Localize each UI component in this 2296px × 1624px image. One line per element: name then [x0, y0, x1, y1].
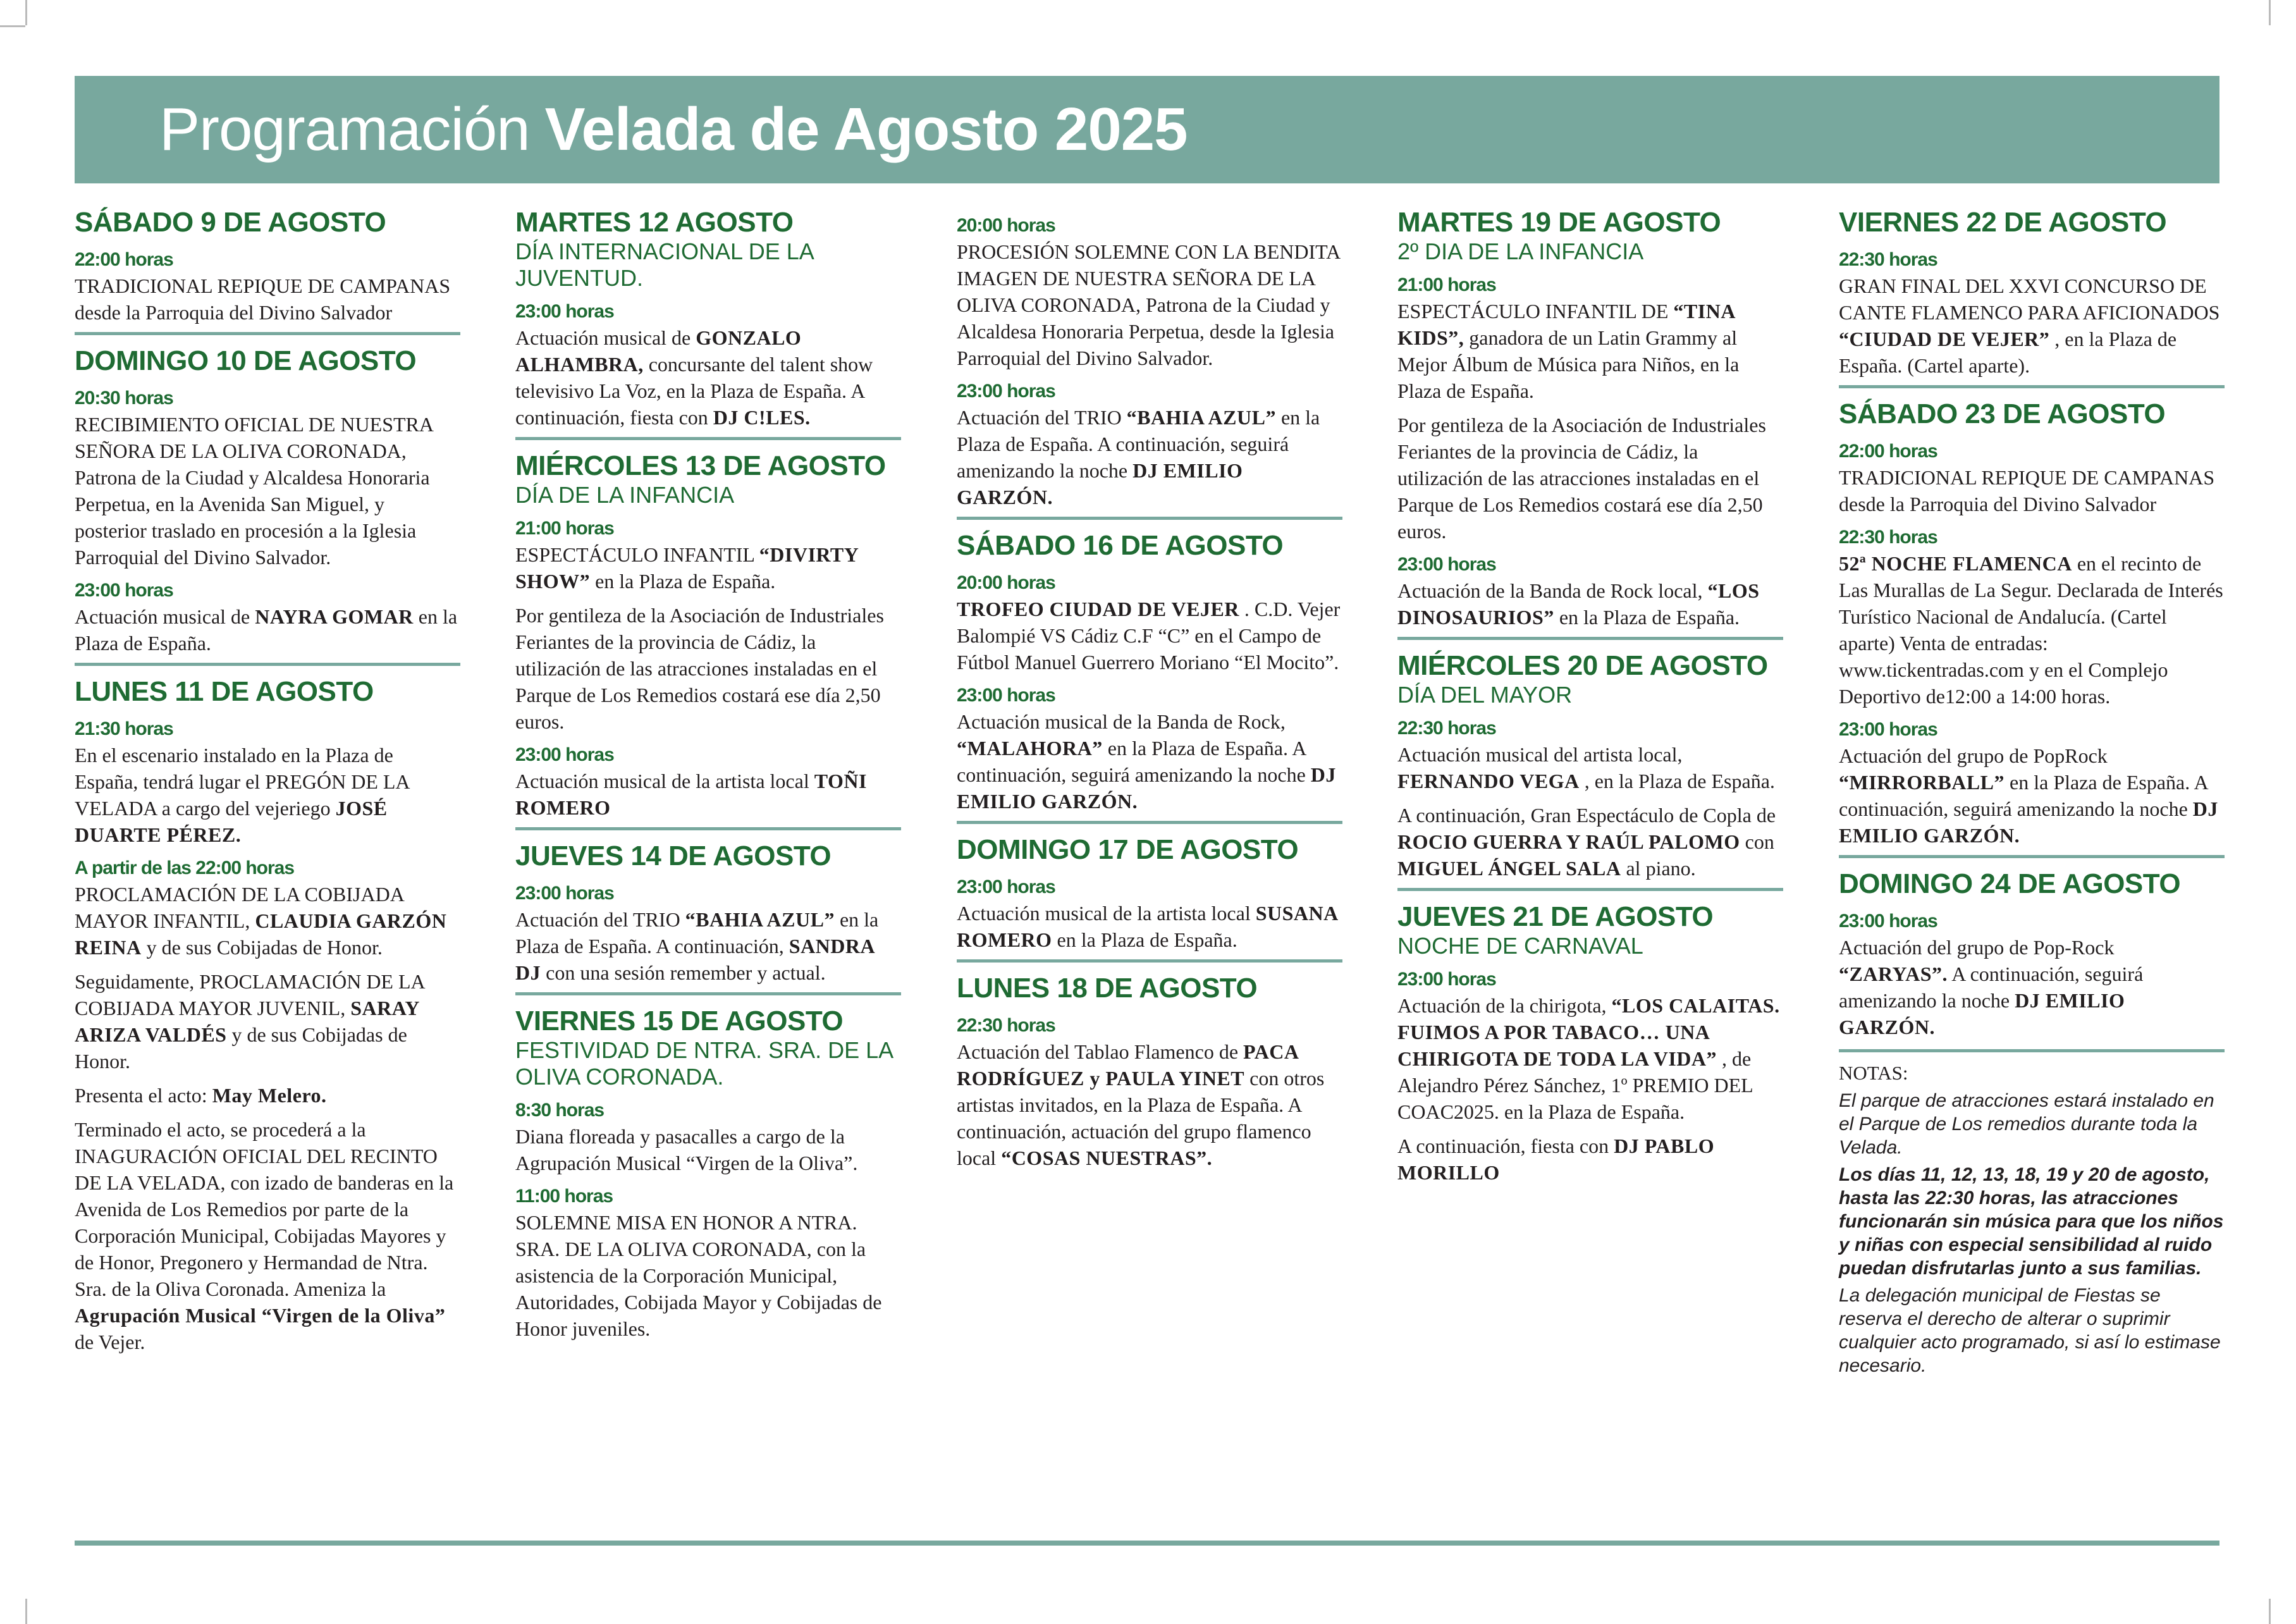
- event-description: [75, 742, 460, 848]
- event: [515, 299, 901, 431]
- day-block: [1397, 206, 1783, 633]
- event: [75, 578, 460, 656]
- program-columns: [75, 206, 2224, 1534]
- event-text: Actuación musical del artista local,: [1397, 743, 1683, 766]
- event-highlight: MIGUEL ÁNGEL SALA: [1397, 857, 1621, 880]
- day-heading: MIÉRCOLES 13 DE AGOSTO: [515, 450, 886, 481]
- event-text: Actuación del grupo de Pop-Rock: [1839, 936, 2115, 959]
- crop-mark: [25, 1599, 27, 1624]
- event: [515, 516, 901, 594]
- event-time: 11:00 horas: [515, 1186, 613, 1207]
- event-text: en la Plaza de España. A continuación, seguirá amenizando la noche: [957, 737, 1306, 786]
- event-text: Diana floreada y pasacalles a cargo de la Agrupación Musical “Virgen de la Oliva”.: [515, 1125, 858, 1174]
- event-highlight: DJ PABLO MORILLO: [1397, 1135, 1715, 1184]
- crop-mark: [2269, 1599, 2271, 1624]
- event-highlight: DJ EMILIO GARZÓN.: [1839, 989, 2125, 1038]
- day-subtitle: DÍA DE LA INFANCIA: [515, 482, 735, 508]
- day-block: [1839, 385, 2225, 851]
- day-heading: JUEVES 21 DE AGOSTO: [1397, 901, 1714, 932]
- event-time: 23:00 horas: [1839, 911, 1937, 932]
- note-text: El parque de atracciones estará instalado en el Parque de Los remedios durante toda la Velada.: [1839, 1090, 2214, 1158]
- event-text: ganadora de un Latin Grammy al Mejor Álbum de Música para Niños, en la Plaza de España.: [1397, 326, 1740, 402]
- event-description: [957, 596, 1342, 675]
- event: [1839, 525, 2225, 710]
- event-time: 20:30 horas: [75, 388, 173, 409]
- event-description: [1397, 577, 1783, 631]
- event: [515, 1184, 901, 1342]
- event-description: [957, 238, 1342, 371]
- event-highlight: “LOS DINOSAURIOS”: [1397, 579, 1760, 629]
- event-description: [957, 708, 1342, 815]
- event-text: A continuación, seguirá amenizando la noche: [1839, 963, 2144, 1012]
- event-description: [75, 603, 460, 656]
- event-text: en la Plaza de España.: [1559, 606, 1740, 629]
- event-description: [515, 1123, 901, 1176]
- event-highlight: DJ EMILIO GARZÓN.: [1839, 797, 2218, 847]
- event: [75, 247, 460, 326]
- event-highlight: SUSANA ROMERO: [957, 902, 1337, 951]
- event-text: Actuación musical de la Banda de Rock,: [957, 710, 1286, 733]
- event-text: En el escenario instalado en la Plaza de España, tendrá lugar el PREGÓN DE LA VELADA a cargo del vejeriego: [75, 744, 409, 820]
- event: [75, 717, 460, 848]
- event-description: [1839, 742, 2225, 849]
- event-text: de Vejer.: [75, 1331, 145, 1353]
- event-text: Actuación de la chirigota,: [1397, 994, 1607, 1017]
- day-heading: DOMINGO 24 DE AGOSTO: [1839, 868, 2181, 899]
- event: [515, 1098, 901, 1176]
- event-highlight: “BAHIA AZUL”: [685, 908, 835, 931]
- event-description: [1839, 464, 2225, 517]
- event-time: 23:00 horas: [1397, 554, 1496, 575]
- event: [957, 213, 1342, 371]
- day-heading: DOMINGO 17 DE AGOSTO: [957, 834, 1299, 865]
- event-text: A continuación, Gran Espectáculo de Copla de: [1397, 804, 1776, 827]
- event-text: con una sesión remember y actual.: [546, 961, 826, 984]
- event-time: 21:00 horas: [515, 518, 614, 539]
- event-time: 23:00 horas: [75, 580, 173, 601]
- event: [1839, 439, 2225, 517]
- notes-section: [1839, 1049, 2225, 1377]
- event-time: 23:00 horas: [1839, 719, 1937, 740]
- event-text: con otros artistas invitados, en la Plaza de España. A continuación, actuación del grupo flamenco local: [957, 1067, 1325, 1169]
- event-time: 23:00 horas: [1397, 969, 1496, 990]
- column-5: [1839, 206, 2225, 1377]
- day-heading: VIERNES 15 DE AGOSTO: [515, 1006, 844, 1037]
- day-heading: MIÉRCOLES 20 DE AGOSTO: [1397, 650, 1768, 681]
- event-time: 21:30 horas: [75, 718, 173, 739]
- event-text: TRADICIONAL REPIQUE DE CAMPANAS desde la Parroquia del Divino Salvador: [75, 274, 451, 324]
- event-time: 20:00 horas: [957, 572, 1055, 593]
- event-highlight: “TINA KIDS”,: [1397, 300, 1735, 349]
- notes-title: NOTAS:: [1839, 1062, 1908, 1084]
- day-block: [515, 827, 901, 988]
- event: [1397, 273, 1783, 404]
- day-block: [515, 206, 901, 433]
- event-description: [75, 1082, 460, 1109]
- column-2: [515, 206, 901, 1344]
- event-highlight: “CIUDAD DE VEJER”: [1839, 328, 2050, 350]
- event-description: [75, 881, 460, 961]
- event-text: Actuación musical de: [515, 326, 691, 349]
- event-text: en la Plaza de España. A continuación, seguirá amenizando la noche: [957, 406, 1320, 482]
- day-heading: SÁBADO 16 DE AGOSTO: [957, 530, 1284, 561]
- event: [1397, 552, 1783, 631]
- event-text: RECIBIMIENTO OFICIAL DE NUESTRA SEÑORA DE LA OLIVA CORONADA, Patrona de la Ciudad y Alcaldesa Honoraria Perpetua, en la Avenida San Miguel, y posterior traslado en procesión a la Iglesia Parroquial del Divino Salvador.: [75, 413, 433, 569]
- event-text: GRAN FINAL DEL XXVI CONCURSO DE CANTE FLAMENCO PARA AFICIONADOS: [1839, 274, 2220, 324]
- event-highlight: NAYRA GOMAR: [255, 605, 414, 628]
- event-text: en la Plaza de España.: [75, 605, 458, 655]
- event-highlight: “MALAHORA”: [957, 737, 1103, 760]
- event-description: [957, 404, 1342, 510]
- event-time: A partir de las 22:00 horas: [75, 858, 295, 878]
- event-text: Terminado el acto, se procederá a la INAGURACIÓN OFICIAL DEL RECINTO DE LA VELADA, con izado de banderas en la Avenida de Los Remedios por parte de la Corporación Municipal, Cobijadas Mayores y de Honor, Pregonero y Hermandad de Ntra. Sra. de la Oliva Coronada. Ameniza la: [75, 1118, 454, 1300]
- event-time: 22:00 horas: [1839, 441, 1937, 462]
- event: [1839, 247, 2225, 379]
- day-heading: SÁBADO 23 DE AGOSTO: [1839, 398, 2166, 429]
- event-text: Actuación musical de la artista local: [515, 770, 809, 792]
- event-text: en el recinto de Las Murallas de La Segur. Declarada de Interés Turístico Nacional de Andalucía. (Cartel aparte) Venta de entradas: www.tickentradas.com y en el Complejo Deportivo de12:00 a 14:00 horas.: [1839, 552, 2223, 708]
- event-text: en la Plaza de España.: [595, 570, 776, 593]
- event-highlight: “COSAS NUESTRAS”.: [1001, 1147, 1213, 1169]
- event-highlight: “MIRRORBALL”: [1839, 771, 2005, 794]
- event-text: Por gentileza de la Asociación de Industriales Feriantes de la provincia de Cádiz, la utilización de las atracciones instaladas en el Parque de Los Remedios costará ese día 2,50 euros.: [515, 604, 884, 733]
- event-time: 22:30 horas: [1839, 249, 1937, 270]
- event-text: con: [1745, 830, 1774, 853]
- event-highlight: TROFEO CIUDAD DE VEJER: [957, 598, 1239, 620]
- event: [957, 570, 1342, 675]
- day-subtitle: FESTIVIDAD DE NTRA. SRA. DE LA OLIVA CORONADA.: [515, 1037, 893, 1090]
- event-highlight: DJ EMILIO GARZÓN.: [957, 459, 1243, 508]
- event-description: [75, 273, 460, 326]
- event-text: TRADICIONAL REPIQUE DE CAMPANAS desde la Parroquia del Divino Salvador: [1839, 466, 2215, 515]
- crop-mark: [0, 25, 25, 27]
- day-heading: VIERNES 22 DE AGOSTO: [1839, 207, 2167, 238]
- event-text: PROCESIÓN SOLEMNE CON LA BENDITA IMAGEN DE NUESTRA SEÑORA DE LA OLIVA CORONADA, Patrona de la Ciudad y Alcaldesa Honoraria Perpetua, desde la Iglesia Parroquial del Divino Salvador.: [957, 240, 1340, 369]
- event-time: 22:30 horas: [1397, 718, 1496, 739]
- event-time: 22:30 horas: [957, 1015, 1055, 1036]
- event: [515, 742, 901, 821]
- event-text: Por gentileza de la Asociación de Industriales Feriantes de la provincia de Cádiz, la utilización de las atracciones instaladas en el Parque de Los Remedios costará ese día 2,50 euros.: [1397, 414, 1766, 543]
- event-description: [1397, 412, 1783, 544]
- event-time: 23:00 horas: [957, 877, 1055, 897]
- day-heading: DOMINGO 10 DE AGOSTO: [75, 345, 417, 376]
- event: [1839, 909, 2225, 1040]
- title-bold: Velada de Agosto 2025: [544, 95, 1188, 163]
- event-highlight: CLAUDIA GARZÓN REINA: [75, 909, 447, 959]
- event-time: 23:00 horas: [515, 301, 614, 322]
- event-time: 23:00 horas: [515, 744, 614, 765]
- event-description: [515, 1209, 901, 1342]
- event-text: en la Plaza de España. A continuación,: [515, 908, 879, 957]
- event-highlight: ROCIO GUERRA Y RAÚL PALOMO: [1397, 830, 1740, 853]
- event-highlight: Agrupación Musical “Virgen de la Oliva”: [75, 1304, 446, 1327]
- event-time: 22:00 horas: [75, 249, 173, 270]
- event-time: 22:30 horas: [1839, 527, 1937, 548]
- event-highlight: SANDRA DJ: [515, 935, 875, 984]
- note-text: Los días 11, 12, 13, 18, 19 y 20 de agosto, hasta las 22:30 horas, las atracciones funcionarán sin música para que los niños y niñas con especial sensibilidad al ruido puedan disfrutarlas junto a sus familias.: [1839, 1164, 2224, 1279]
- page-title: [159, 89, 1187, 171]
- event-text: SOLEMNE MISA EN HONOR A NTRA. SRA. DE LA OLIVA CORONADA, con la asistencia de la Corporación Municipal, Autoridades, Cobijada Mayor y Cobijadas de Honor juveniles.: [515, 1211, 882, 1340]
- notes-holder: [1839, 1049, 2225, 1377]
- event-time: 23:00 horas: [957, 685, 1055, 706]
- day-block: [957, 213, 1342, 513]
- event: [515, 602, 901, 735]
- footer-rule: [75, 1541, 2219, 1546]
- event-text: al piano.: [1626, 857, 1696, 880]
- event: [1397, 1133, 1783, 1186]
- event-time: 23:00 horas: [515, 883, 614, 904]
- day-heading: SÁBADO 9 DE AGOSTO: [75, 207, 386, 238]
- crop-mark: [2269, 0, 2271, 25]
- event-description: [1397, 992, 1783, 1125]
- event-description: [1397, 298, 1783, 404]
- event-description: [515, 906, 901, 986]
- day-block: [957, 821, 1342, 956]
- crop-mark: [25, 0, 27, 25]
- note-text: La delegación municipal de Fiestas se reserva el derecho de alterar o suprimir cualquier acto programado, si así lo estimase necesario.: [1839, 1285, 2221, 1376]
- event-description: [75, 411, 460, 570]
- event-description: [75, 1116, 460, 1355]
- event-text: PROCLAMACIÓN DE LA COBIJADA MAYOR INFANTIL,: [75, 883, 404, 932]
- event-text: , en la Plaza de España.: [1584, 770, 1775, 792]
- event-text: Actuación de la Banda de Rock local,: [1397, 579, 1703, 602]
- day-heading: LUNES 18 DE AGOSTO: [957, 973, 1258, 1004]
- event-description: [1397, 1133, 1783, 1186]
- event-time: 8:30 horas: [515, 1100, 605, 1121]
- column-1: [75, 206, 460, 1358]
- event-highlight: “ZARYAS”.: [1839, 963, 1948, 985]
- day-heading: MARTES 19 DE AGOSTO: [1397, 207, 1721, 238]
- event-text: concursante del talent show televisivo La Voz, en la Plaza de España. A continuación, fiesta con: [515, 353, 873, 429]
- event-text: Actuación del grupo de PopRock: [1839, 744, 2108, 767]
- event-description: [957, 1038, 1342, 1171]
- event-time: 21:00 horas: [1397, 274, 1496, 295]
- event-text: Actuación musical de: [75, 605, 250, 628]
- event-text: Actuación del TRIO: [515, 908, 680, 931]
- day-heading: JUEVES 14 DE AGOSTO: [515, 840, 832, 871]
- day-subtitle: 2º DIA DE LA INFANCIA: [1397, 238, 1644, 264]
- event: [1397, 802, 1783, 882]
- day-block: [75, 663, 460, 1358]
- event: [957, 683, 1342, 815]
- event-description: [1839, 550, 2225, 710]
- day-block: [515, 437, 901, 823]
- event-highlight: “LOS CALAITAS. FUIMOS A POR TABACO… UNA CHIRIGOTA DE TODA LA VIDA”: [1397, 994, 1780, 1070]
- event-text: Seguidamente, PROCLAMACIÓN DE LA COBIJADA MAYOR JUVENIL,: [75, 970, 424, 1019]
- day-block: [957, 959, 1342, 1174]
- event-text: y de sus Cobijadas de Honor.: [146, 936, 383, 959]
- day-subtitle: DÍA DEL MAYOR: [1397, 682, 1573, 708]
- day-block: [1397, 888, 1783, 1188]
- event-description: [515, 768, 901, 821]
- event-text: A continuación, fiesta con: [1397, 1135, 1609, 1157]
- event: [957, 1013, 1342, 1171]
- event: [75, 856, 460, 961]
- event-description: [1397, 802, 1783, 882]
- event: [75, 968, 460, 1074]
- event-text: ESPECTÁCULO INFANTIL DE: [1397, 300, 1669, 323]
- event-text: Actuación del TRIO: [957, 406, 1122, 429]
- event-highlight: “BAHIA AZUL”: [1126, 406, 1276, 429]
- event-description: [515, 602, 901, 735]
- event-description: [1839, 273, 2225, 379]
- event-text: Actuación del Tablao Flamenco de: [957, 1040, 1239, 1063]
- event-description: [515, 541, 901, 594]
- event-description: [1397, 741, 1783, 794]
- day-subtitle: NOCHE DE CARNAVAL: [1397, 933, 1643, 959]
- event-highlight: PACA RODRÍGUEZ y PAULA YINET: [957, 1040, 1298, 1090]
- event: [957, 875, 1342, 953]
- event: [1397, 967, 1783, 1125]
- event-highlight: 52ª NOCHE FLAMENCA: [1839, 552, 2072, 575]
- column-4: [1397, 206, 1783, 1188]
- event-highlight: SARAY ARIZA VALDÉS: [75, 997, 419, 1046]
- day-block: [75, 206, 460, 328]
- event-text: , de Alejandro Pérez Sánchez, 1º PREMIO DEL COAC2025. en la Plaza de España.: [1397, 1047, 1753, 1123]
- day-subtitle: DÍA INTERNACIONAL DE LA JUVENTUD.: [515, 238, 813, 291]
- event: [75, 1116, 460, 1355]
- event-highlight: GONZALO ALHAMBRA,: [515, 326, 802, 376]
- event-highlight: JOSÉ DUARTE PÉREZ.: [75, 797, 388, 846]
- event-text: Actuación musical de la artista local: [957, 902, 1251, 925]
- event-text: Presenta el acto:: [75, 1084, 207, 1107]
- day-heading: MARTES 12 AGOSTO: [515, 207, 794, 238]
- event-highlight: DJ EMILIO GARZÓN.: [957, 763, 1336, 813]
- event-description: [957, 900, 1342, 953]
- header-band: [75, 76, 2219, 183]
- event: [1397, 412, 1783, 544]
- event-text: en la Plaza de España. A continuación, seguirá amenizando la noche: [1839, 771, 2207, 820]
- day-block: [957, 517, 1342, 817]
- event: [957, 379, 1342, 510]
- event-description: [75, 968, 460, 1074]
- day-block: [1397, 637, 1783, 884]
- event-text: y de sus Cobijadas de Honor.: [75, 1023, 407, 1073]
- event: [75, 386, 460, 570]
- event-text: en la Plaza de España.: [1057, 928, 1237, 951]
- event-text: . C.D. Vejer Balompié VS Cádiz C.F “C” en el Campo de Fútbol Manuel Guerrero Moriano “El Mocito”.: [957, 598, 1341, 674]
- event: [75, 1082, 460, 1109]
- event-highlight: TOÑI ROMERO: [515, 770, 867, 819]
- day-block: [515, 992, 901, 1344]
- title-light: Programación: [159, 95, 530, 163]
- event-highlight: DJ C!LES.: [713, 406, 811, 429]
- day-heading: LUNES 11 DE AGOSTO: [75, 676, 374, 707]
- day-block: [1839, 206, 2225, 381]
- event: [1839, 717, 2225, 849]
- day-block: [75, 332, 460, 659]
- event-highlight: “DIVIRTY SHOW”: [515, 543, 859, 593]
- event-text: , en la Plaza de España. (Cartel aparte).: [1839, 328, 2177, 377]
- event-description: [515, 324, 901, 431]
- event: [1397, 716, 1783, 794]
- column-3: [957, 206, 1342, 1174]
- event-time: 20:00 horas: [957, 215, 1055, 236]
- event-highlight: FERNANDO VEGA: [1397, 770, 1580, 792]
- event: [515, 881, 901, 986]
- event-highlight: May Melero.: [212, 1084, 327, 1107]
- event-text: ESPECTÁCULO INFANTIL: [515, 543, 754, 566]
- event-time: 23:00 horas: [957, 381, 1055, 402]
- day-block: [1839, 855, 2225, 1043]
- event-description: [1839, 934, 2225, 1040]
